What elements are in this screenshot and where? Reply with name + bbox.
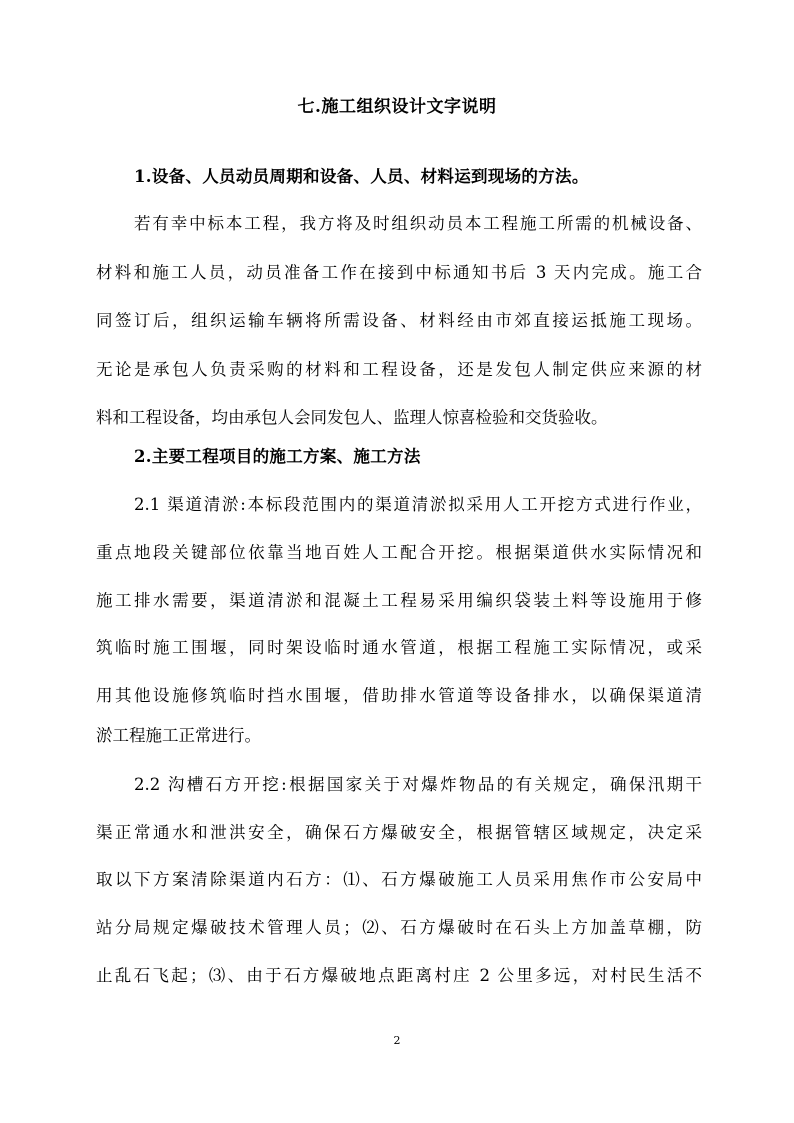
paragraph-line: 站分局规定爆破技术管理人员；⑵、石方爆破时在石头上方加盖草棚，防 xyxy=(96,918,702,937)
paragraph-line: 2.2 沟槽石方开挖:根据国家关于对爆炸物品的有关规定，确保汛期干 xyxy=(134,775,702,794)
document-title: 七.施工组织设计文字说明 xyxy=(297,97,497,117)
paragraph-line: 筑临时施工围堰，同时架设临时通水管道，根据工程施工实际情况，或采 xyxy=(96,638,702,657)
paragraph-line: 同签订后，组织运输车辆将所需设备、材料经由市郊直接运抵施工现场。 xyxy=(96,311,702,330)
page-number: 2 xyxy=(393,1034,401,1047)
section-heading-1: 1.设备、人员动员周期和设备、人员、材料运到现场的方法。 xyxy=(134,167,589,186)
paragraph-line: 取以下方案清除渠道内石方：⑴、石方爆破施工人员采用焦作市公安局中 xyxy=(96,870,702,889)
paragraph-line: 料和工程设备，均由承包人会同发包人、监理人惊喜检验和交货验收。 xyxy=(96,408,608,427)
paragraph-line: 2.1 渠道清淤:本标段范围内的渠道清淤拟采用人工开挖方式进行作业， xyxy=(134,495,702,514)
paragraph-line: 重点地段关键部位依靠当地百姓人工配合开挖。根据渠道供水实际情况和 xyxy=(96,543,702,562)
paragraph-line: 无论是承包人负责采购的材料和工程设备，还是发包人制定供应来源的材 xyxy=(96,360,702,379)
paragraph-line: 材料和施工人员，动员准备工作在接到中标通知书后 3 天内完成。施工合 xyxy=(96,263,702,282)
paragraph-line: 用其他设施修筑临时挡水围堰，借助排水管道等设备排水，以确保渠道清 xyxy=(96,686,702,705)
paragraph-line: 渠正常通水和泄洪安全，确保石方爆破安全，根据管辖区域规定，决定采 xyxy=(96,823,702,842)
paragraph-line: 施工排水需要，渠道清淤和混凝土工程易采用编织袋装土料等设施用于修 xyxy=(96,591,702,610)
paragraph-line: 止乱石飞起；⑶、由于石方爆破地点距离村庄 2 公里多远，对村民生活不 xyxy=(96,966,702,985)
section-heading-2: 2.主要工程项目的施工方案、施工方法 xyxy=(134,447,421,466)
paragraph-line: 淤工程施工正常进行。 xyxy=(96,726,261,745)
paragraph-line: 若有幸中标本工程，我方将及时组织动员本工程施工所需的机械设备、 xyxy=(134,214,702,233)
